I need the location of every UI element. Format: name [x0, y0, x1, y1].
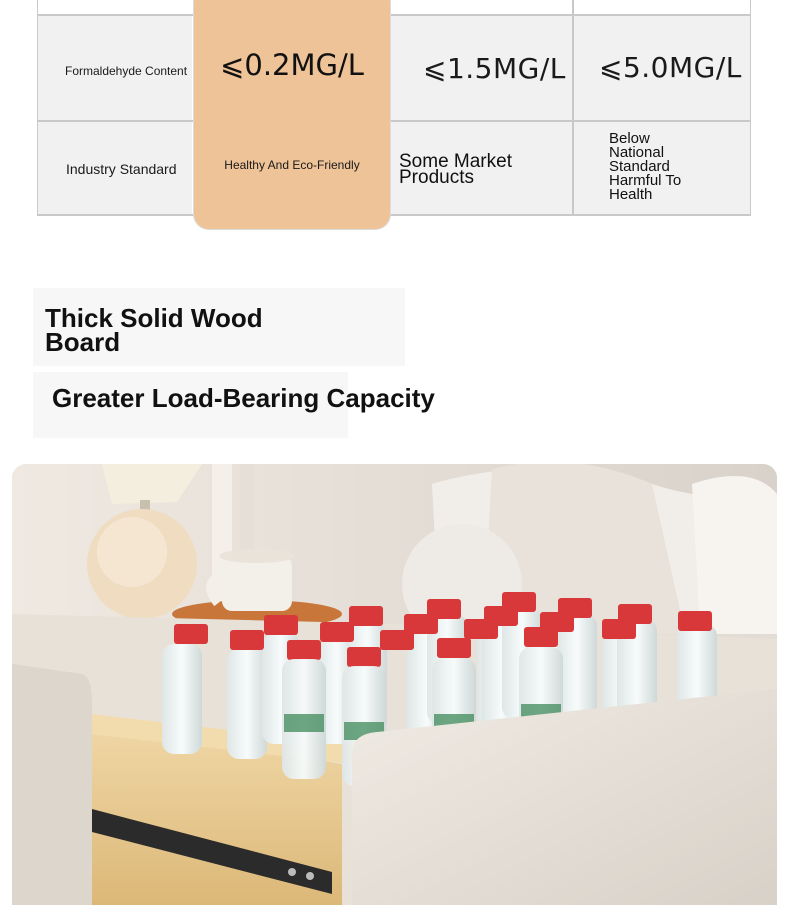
market-formaldehyde-value: ⩽1.5MG/L: [423, 52, 566, 85]
table-divider: [750, 0, 751, 216]
table-divider: [37, 14, 751, 16]
healthy-eco-label: Healthy And Eco-Friendly: [224, 158, 360, 172]
industry-standard-label: Industry Standard: [66, 161, 177, 177]
national-formaldehyde-value: ⩽5.0MG/L: [599, 51, 742, 84]
table-divider: [37, 120, 751, 122]
national-standard-text: [609, 132, 681, 202]
national-text-line: Health: [609, 186, 653, 203]
formaldehyde-label: Formaldehyde Content: [65, 64, 188, 78]
table-divider: [572, 0, 574, 214]
table-divider: [37, 214, 751, 216]
section-subtitle: Greater Load-Bearing Capacity: [52, 383, 435, 413]
table-divider: [37, 0, 38, 216]
section-title: Thick Solid Wood Board: [45, 303, 263, 357]
our-product-column: [193, 0, 391, 230]
national-text-line: Standard: [609, 158, 670, 175]
national-text-line: Below: [609, 130, 650, 147]
national-text-line: Harmful To: [609, 172, 682, 189]
market-products-line2: Products: [399, 167, 474, 188]
national-text-line: National: [609, 144, 665, 161]
market-products-line1: Some Market: [399, 151, 512, 172]
nightstand-bottles-illustration: [12, 464, 777, 905]
market-products-text: [399, 151, 512, 188]
comparison-table: [37, 0, 751, 216]
product-photo: [12, 464, 777, 905]
our-formaldehyde-value: ⩽0.2MG/L: [220, 48, 364, 82]
